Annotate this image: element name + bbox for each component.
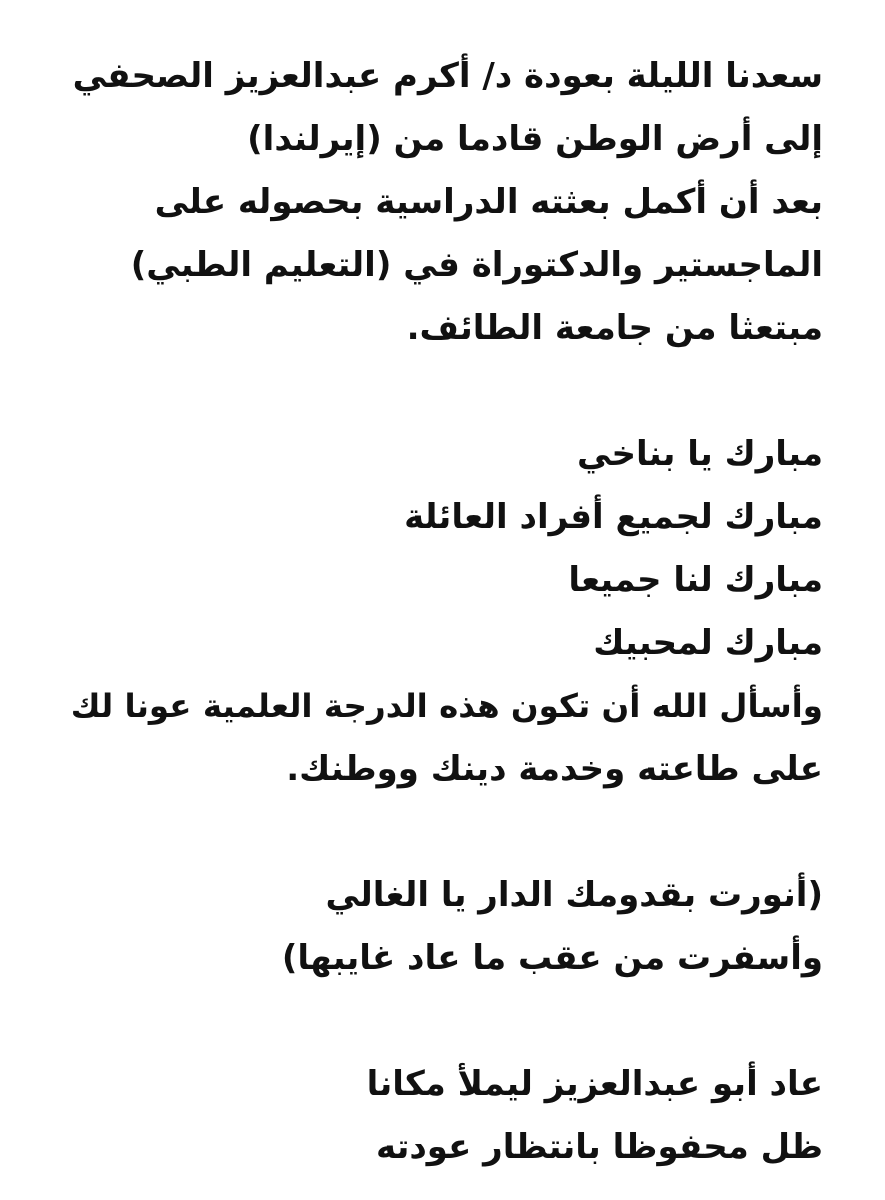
text-line: سعدنا الليلة بعودة د/ أكرم عبدالعزيز الصحفي (72, 56, 823, 96)
paragraph-spacer (60, 990, 823, 1053)
text-line: على طاعته وخدمة دينك ووطنك. (286, 749, 823, 789)
paragraph-return-announcement (60, 45, 823, 360)
text-line: (أنورت بقدومك الدار يا الغالي (325, 875, 823, 915)
text-line: ظل محفوظا بانتظار عودته (375, 1127, 823, 1167)
paragraph-congratulations (60, 423, 823, 801)
text-line: مبارك لنا جميعا (568, 560, 823, 600)
text-line: إلى أرض الوطن قادما من (إيرلندا) (247, 119, 823, 159)
paragraph-closing (60, 1053, 823, 1179)
text-line: وأسأل الله أن تكون هذه الدرجة العلمية عونا لك (70, 687, 823, 725)
paragraph-spacer (60, 360, 823, 423)
note-text (60, 45, 823, 1179)
paragraph-spacer (60, 801, 823, 864)
text-line: مبارك لمحبيك (593, 623, 823, 663)
text-line: مبارك لجميع أفراد العائلة (404, 497, 823, 537)
text-line: وأسفرت من عقب ما عاد غايبها) (281, 938, 823, 978)
text-line: مبتعثا من جامعة الطائف. (406, 308, 823, 348)
paragraph-poem-verse (60, 864, 823, 990)
text-line: بعد أن أكمل بعثته الدراسية بحصوله على (154, 182, 823, 222)
text-line: الماجستير والدكتوراة في (التعليم الطبي) (130, 245, 823, 285)
text-line: عاد أبو عبدالعزيز ليملأ مكانا (366, 1064, 823, 1104)
text-line: مبارك يا بناخي (577, 434, 823, 474)
